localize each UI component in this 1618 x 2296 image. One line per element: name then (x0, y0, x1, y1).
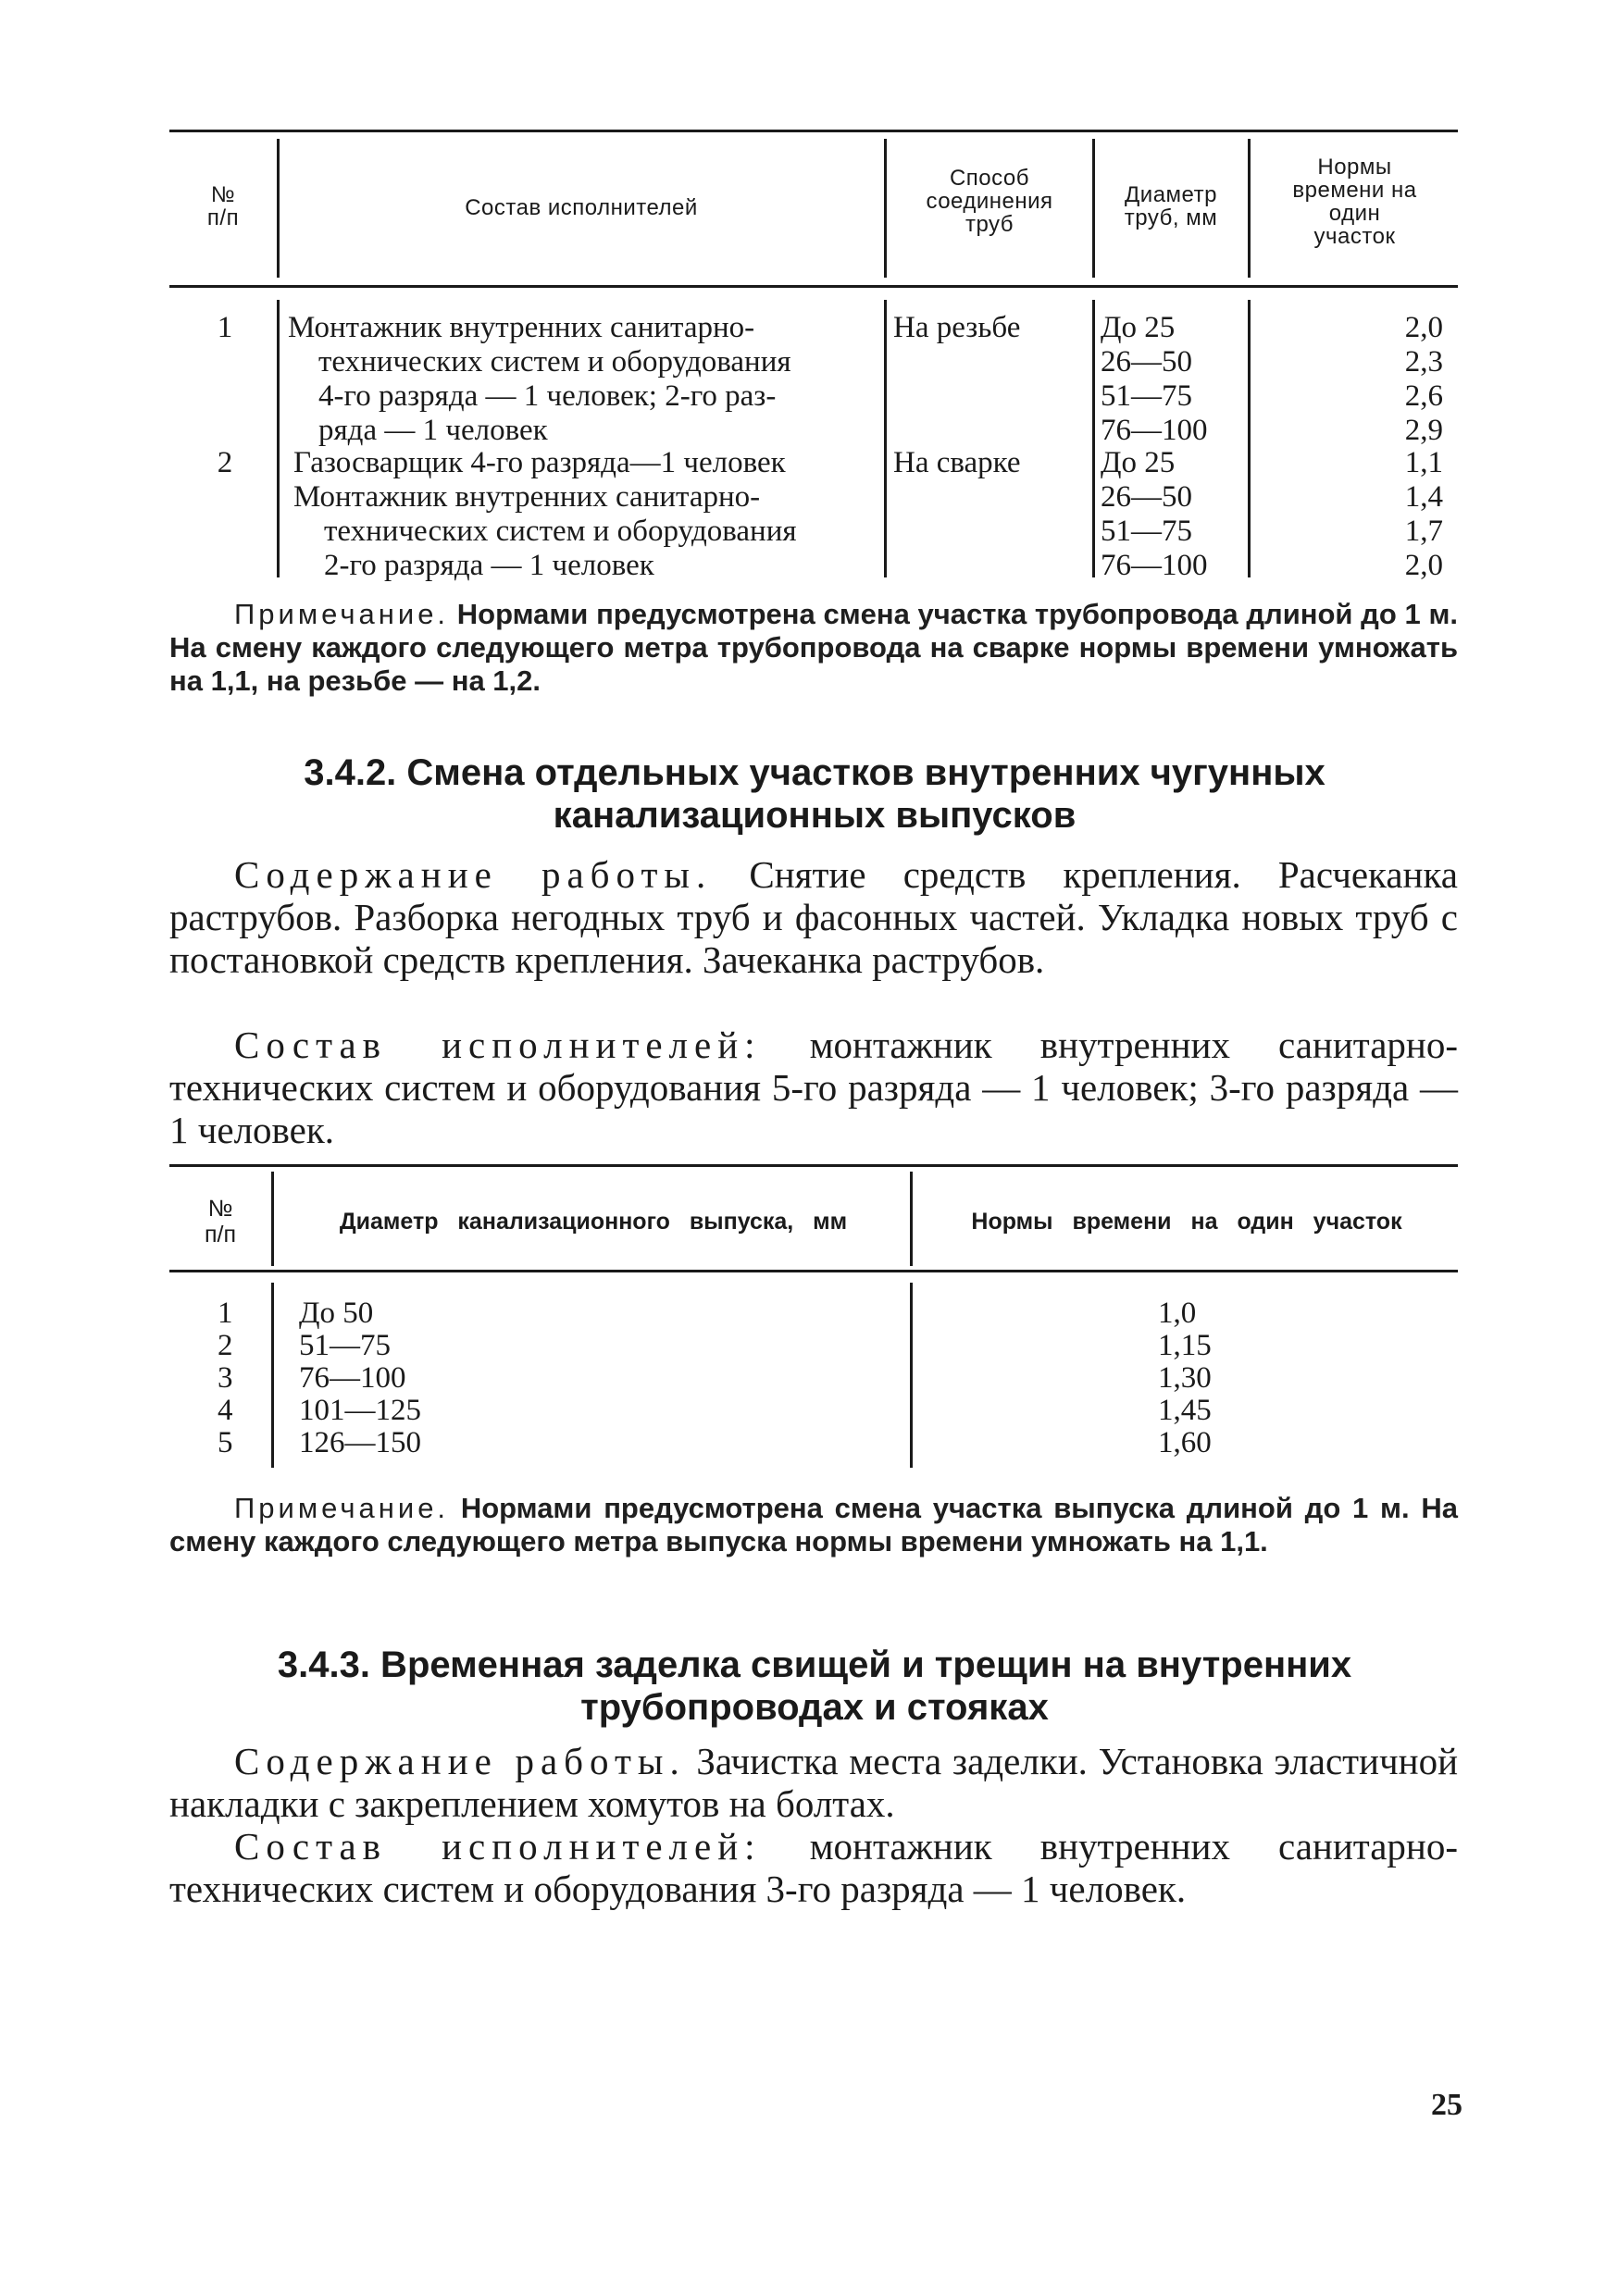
row-staff: Газосварщик 4-го разряда—1 человек Монтажник внутренних санитарно- технических систем и оборудования 2-го разряда — 1 человек (293, 446, 797, 582)
column-divider (1248, 300, 1251, 577)
section-heading-3-4-3: 3.4.3. Временная заделка свищей и трещин на внутренних трубопроводах и стояках (277, 1644, 1352, 1728)
header-outlet-diameter: Диаметр канализационного выпуска, мм (339, 1209, 848, 1235)
table2-note (169, 1492, 1458, 1558)
column-divider (910, 1283, 913, 1468)
section-3-4-3-work-content (169, 1740, 1458, 1825)
row-joint-method: На сварке (893, 446, 1021, 479)
header-joint-method: Способ соединения труб (926, 166, 1053, 237)
table1-note (169, 598, 1458, 698)
table-top-rule (169, 130, 1458, 132)
staff-label: Состав исполнителей: (234, 1024, 762, 1066)
column-divider (884, 139, 887, 278)
column-divider (910, 1172, 913, 1266)
header-pipe-diameter: Диаметр труб, мм (1124, 182, 1218, 230)
note-text: Нормами предусмотрена смена участка выпуска длиной до 1 м. На смену каждого следующего метра выпуска нормы времени умножать на 1,1. (169, 1492, 1458, 1558)
row-numbers: 1 2 3 4 5 (218, 1297, 233, 1459)
row-diameters: До 25 26—50 51—75 76—100 (1101, 311, 1208, 447)
staff-label: Состав исполнителей: (234, 1825, 762, 1868)
section-3-4-3-staff (169, 1825, 1458, 1910)
staff-text: монтажник внутренних санитарно-технических систем и оборудования 3-го разряда — 1 человек. (169, 1825, 1458, 1910)
header-row-number: № п/п (204, 1196, 237, 1247)
row-diameters: До 50 51—75 76—100 101—125 126—150 (299, 1297, 421, 1459)
work-content-label: Содержание работы. (234, 853, 713, 896)
header-row-number: № п/п (206, 182, 240, 230)
section-3-4-2-staff (169, 1024, 1458, 1151)
staff-text: монтажник внутренних санитарно-технических систем и оборудования 5-го разряда — 1 человек; 3-го разряда — 1 человек. (169, 1024, 1458, 1151)
work-content-label: Содержание работы. (234, 1740, 686, 1782)
column-divider (1092, 139, 1095, 278)
section-heading-3-4-2: 3.4.2. Смена отдельных участков внутренних чугунных канализационных выпусков (304, 752, 1326, 836)
table-header-rule (169, 285, 1458, 288)
note-label: Примечание. (234, 598, 450, 630)
table-header-rule (169, 1270, 1458, 1272)
work-content-text: Снятие средств крепления. Расчеканка раструбов. Разборка негодных труб и фасонных частей. Укладка новых труб с постановкой средств крепления. Зачеканка раструбов. (169, 853, 1458, 981)
row-staff: Монтажник внутренних санитарно- технических систем и оборудования 4-го разряда — 1 человек; 2-го раз- ряда — 1 человек (288, 311, 791, 447)
row-number: 2 (217, 446, 233, 479)
row-number: 1 (217, 311, 233, 344)
row-time-norms: 1,0 1,15 1,30 1,45 1,60 (1158, 1297, 1212, 1459)
page-number: 25 (1431, 2088, 1462, 2122)
column-divider (1092, 300, 1095, 577)
row-time-norms: 2,0 2,3 2,6 2,9 (1404, 311, 1443, 447)
row-joint-method: На резьбе (893, 311, 1021, 344)
column-divider (277, 139, 280, 278)
table-top-rule (169, 1164, 1458, 1167)
row-time-norms: 1,1 1,4 1,7 2,0 (1404, 446, 1443, 582)
header-time-norms: Нормы времени на один участок (1292, 155, 1417, 249)
column-divider (884, 300, 887, 577)
sewer-outlet-norms-table (169, 1164, 1458, 1479)
column-divider (271, 1172, 274, 1266)
section-3-4-2-work-content (169, 853, 1458, 981)
header-time-norms: Нормы времени на один участок (971, 1209, 1402, 1235)
header-staff: Состав исполнителей (465, 195, 698, 220)
pipe-replacement-norms-table (169, 130, 1458, 582)
row-diameters: До 25 26—50 51—75 76—100 (1101, 446, 1208, 582)
note-text: Нормами предусмотрена смена участка трубопровода длиной до 1 м. На смену каждого следующего метра трубопровода на сварке нормы времени умножать на 1,1, на резьбе — на 1,2. (169, 598, 1458, 697)
note-label: Примечание. (234, 1492, 450, 1524)
column-divider (1248, 139, 1251, 278)
work-content-text: Зачистка места заделки. Установка эластичной накладки с закреплением хомутов на болтах. (169, 1740, 1459, 1825)
column-divider (271, 1283, 274, 1468)
